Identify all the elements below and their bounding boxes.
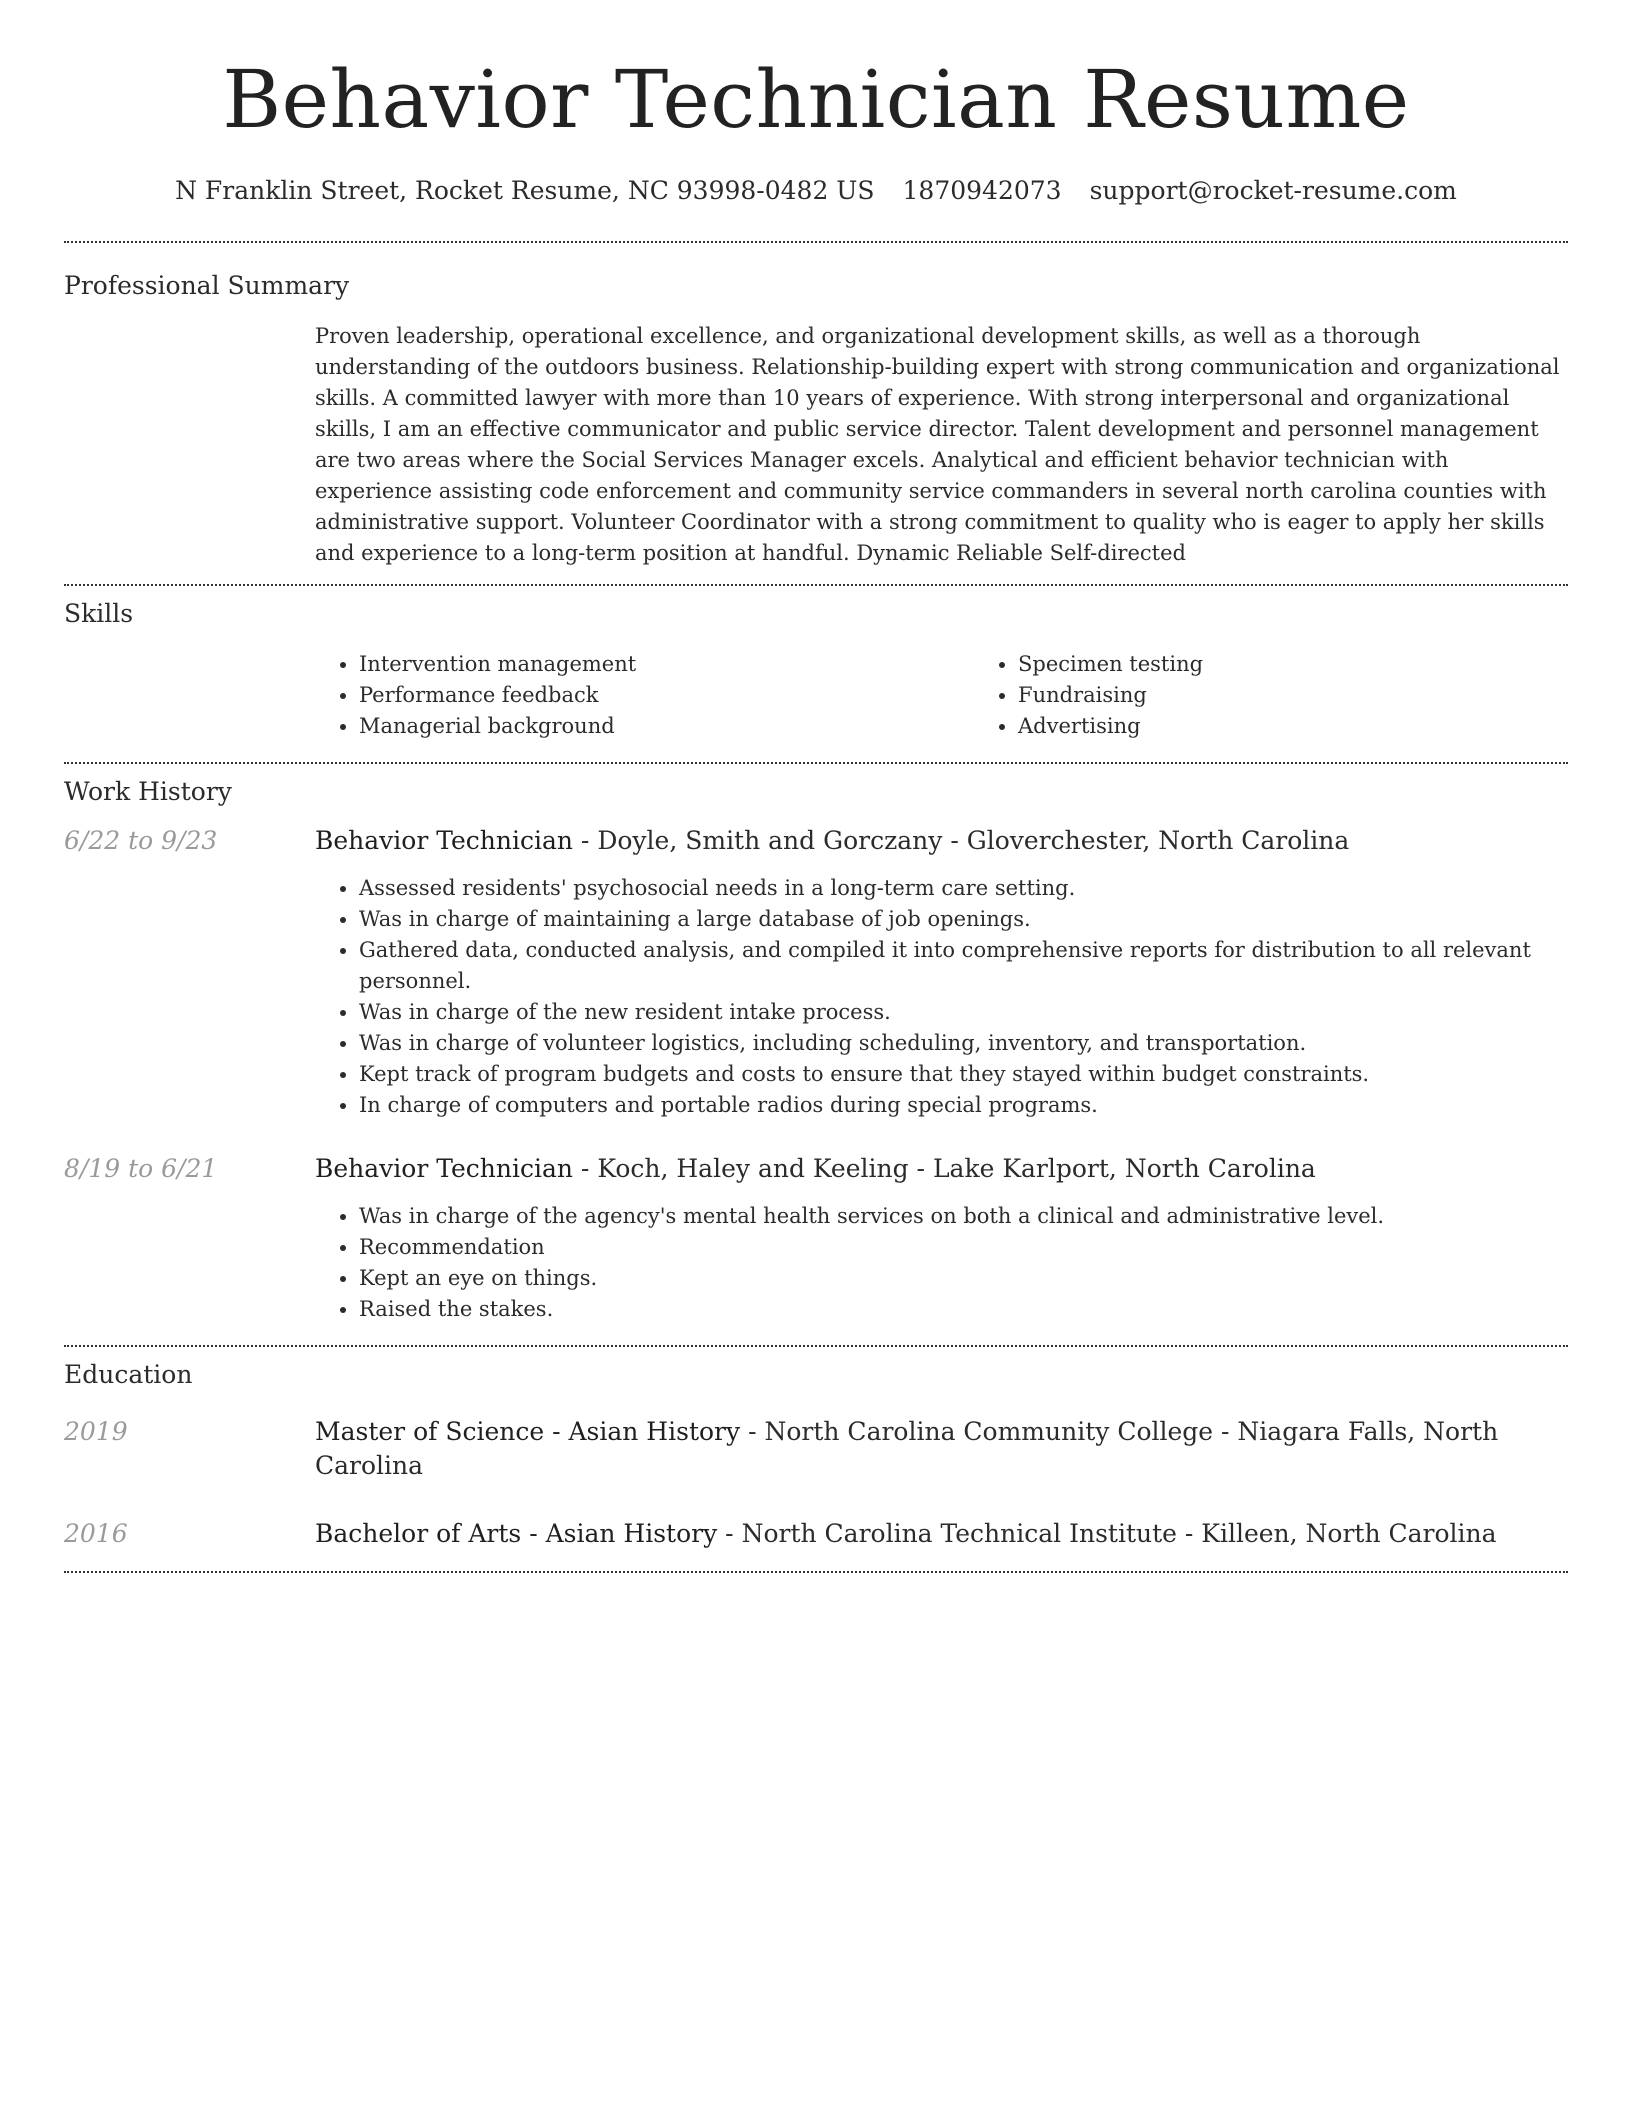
skill-item: • Fundraising: [1018, 680, 1632, 711]
job-bullet: • Raised the stakes.: [359, 1294, 1568, 1325]
job-bullet: • Kept an eye on things.: [359, 1263, 1568, 1294]
job-bullets: [315, 873, 1568, 1121]
job-bullet: • Kept track of program budgets and costs to ensure that they stayed within budget constraints.: [359, 1059, 1568, 1090]
work-section: [64, 764, 1568, 1325]
skills-heading: Skills: [64, 599, 134, 628]
summary-section: [64, 243, 1568, 569]
job-employer: Doyle, Smith and Gorczany: [597, 826, 943, 855]
job-location: Lake Karlport, North Carolina: [932, 1154, 1316, 1183]
contact-phone: 1870942073: [902, 176, 1062, 205]
job-employer: Koch, Haley and Keeling: [597, 1154, 909, 1183]
skills-list-right: [974, 649, 1632, 742]
job-bullet: • In charge of computers and portable radios during special programs.: [359, 1090, 1568, 1121]
job-location: Gloverchester, North Carolina: [966, 826, 1350, 855]
job-entry: [64, 1152, 1568, 1325]
job-bullet: • Was in charge of volunteer logistics, including scheduling, inventory, and transportation.: [359, 1028, 1568, 1059]
section-divider: [64, 1571, 1568, 1573]
job-heading: [315, 824, 1568, 858]
resume-title: Behavior Technician Resume: [222, 53, 1410, 146]
job-entry: [64, 824, 1568, 1121]
education-school: - North Carolina Technical Institute - Killeen, North Carolina: [717, 1519, 1497, 1548]
education-year: 2016: [64, 1519, 128, 1548]
summary-heading: Professional Summary: [64, 271, 350, 300]
separator: -: [572, 826, 598, 855]
job-role: Behavior Technician: [315, 1154, 573, 1183]
skill-item: • Advertising: [1018, 711, 1632, 742]
education-heading: Education: [64, 1360, 193, 1389]
contact-line: [64, 174, 1568, 208]
education-section: [64, 1347, 1568, 1551]
contact-email: support@rocket-resume.com: [1089, 176, 1457, 205]
skill-item: • Managerial background: [359, 711, 974, 742]
skills-list-left: [315, 649, 974, 742]
education-degree: Master of Science - Asian History: [315, 1417, 741, 1446]
education-year: 2019: [64, 1417, 128, 1446]
education-line: [315, 1415, 1568, 1483]
separator: -: [942, 826, 967, 855]
skill-item: • Specimen testing: [1018, 649, 1632, 680]
separator: -: [572, 1154, 598, 1183]
education-line: [315, 1517, 1568, 1551]
job-bullet: • Was in charge of the agency's mental health services on both a clinical and administrative level.: [359, 1201, 1568, 1232]
separator: -: [908, 1154, 933, 1183]
skills-section: [64, 586, 1568, 742]
education-school: - North Carolina Community College - Niagara Falls, North Carolina: [315, 1417, 1499, 1480]
education-entry: [64, 1517, 1568, 1551]
job-dates: 8/19 to 6/21: [64, 1154, 218, 1183]
skill-item: • Intervention management: [359, 649, 974, 680]
job-bullet: • Assessed residents' psychosocial needs in a long-term care setting.: [359, 873, 1568, 904]
education-degree: Bachelor of Arts - Asian History: [315, 1519, 718, 1548]
education-entry: [64, 1415, 1568, 1483]
work-heading: Work History: [64, 777, 232, 806]
contact-address: N Franklin Street, Rocket Resume, NC 93998-0482 US: [175, 176, 875, 205]
job-bullet: • Was in charge of maintaining a large database of job openings.: [359, 904, 1568, 935]
skill-item: • Performance feedback: [359, 680, 974, 711]
summary-text: Proven leadership, operational excellence, and organizational development skills, as well as a thorough understanding of the outdoors business. Relationship-building expert with strong communication and organizational skills. A committed lawyer with more than 10 years of experience. With strong interpersonal and organizational skills, I am an effective communicator and public service director. Talent development and personnel management are two areas where the Social Services Manager excels. Analytical and efficient behavior technician with experience assisting code enforcement and community service commanders in several north carolina counties with administrative support. Volunteer Coordinator with a strong commitment to quality who is eager to apply her skills and experience to a long-term position at handful. Dynamic Reliable Self-directed: [315, 324, 1560, 565]
job-heading: [315, 1152, 1568, 1186]
job-bullet: • Gathered data, conducted analysis, and compiled it into comprehensive reports for distribution to all relevant personnel.: [359, 935, 1568, 997]
job-bullet: • Was in charge of the new resident intake process.: [359, 997, 1568, 1028]
job-dates: 6/22 to 9/23: [64, 826, 218, 855]
job-role: Behavior Technician: [315, 826, 573, 855]
job-bullet: • Recommendation: [359, 1232, 1568, 1263]
job-bullets: [315, 1201, 1568, 1325]
